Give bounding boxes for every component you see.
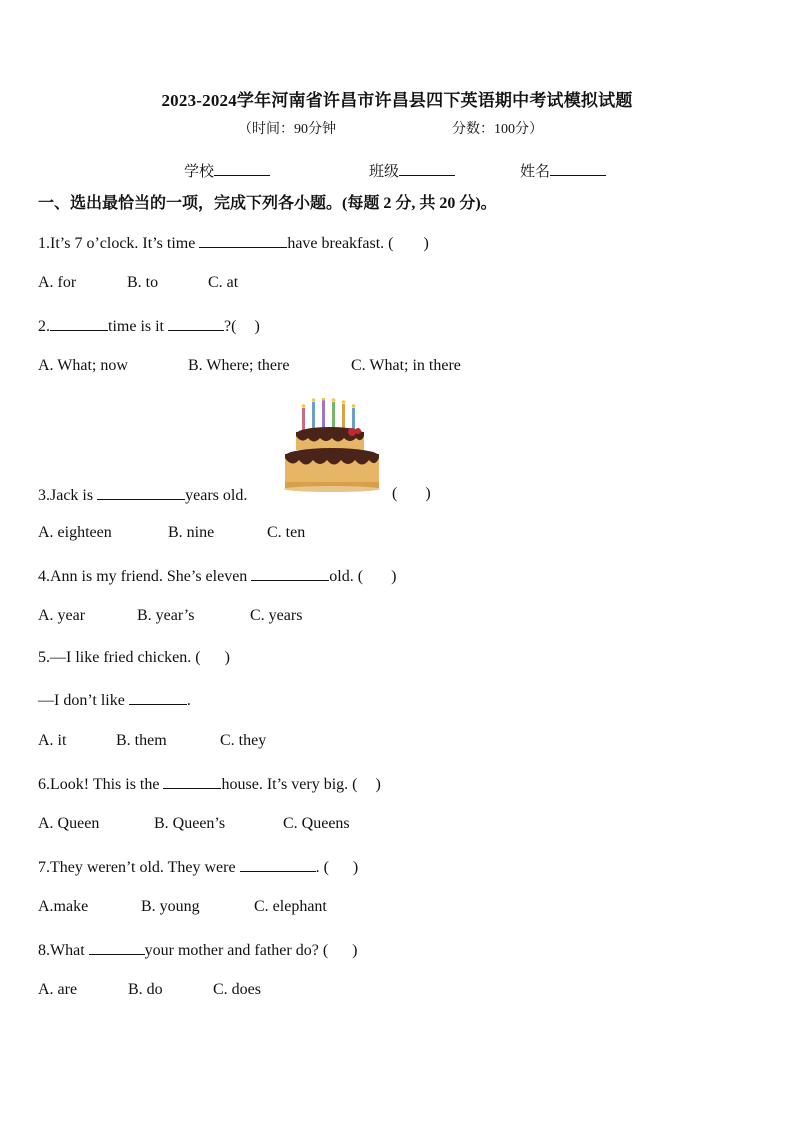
- question-number: 4.: [38, 568, 50, 585]
- section-heading: 一、选出最恰当的一项，完成下列各小题。(每题 2 分, 共 20 分)。: [38, 195, 497, 212]
- q5-option-b[interactable]: B. them: [116, 732, 167, 749]
- answer-blank[interactable]: [89, 940, 145, 955]
- question-number: 7.: [38, 859, 50, 876]
- q4-option-b[interactable]: B. year’s: [137, 607, 195, 624]
- question-text: ?(: [224, 318, 237, 335]
- name-field[interactable]: [520, 160, 606, 181]
- q6-option-a[interactable]: A. Queen: [38, 815, 100, 832]
- question-5: [38, 649, 230, 667]
- q7-option-c[interactable]: C. elephant: [254, 898, 327, 915]
- q8-option-a[interactable]: A. are: [38, 981, 78, 998]
- q6-option-c[interactable]: C. Queens: [283, 815, 350, 832]
- q1-option-b[interactable]: B. to: [127, 274, 159, 291]
- question-text: Jack is: [50, 487, 98, 504]
- question-text: Look! This is the: [50, 776, 164, 793]
- answer-blank[interactable]: [168, 316, 224, 331]
- question-6: [38, 774, 381, 794]
- question-3: [38, 485, 247, 505]
- question-number: 1.: [38, 235, 50, 252]
- question-text: . (: [315, 859, 329, 876]
- question-number: 8.: [38, 942, 50, 959]
- reply-text: —I don’t like: [38, 692, 129, 709]
- name-label: 姓名: [520, 164, 551, 180]
- answer-blank[interactable]: [163, 774, 221, 789]
- q5-option-a[interactable]: A. it: [38, 732, 67, 749]
- question-text: They weren’t old. They were: [50, 859, 240, 876]
- q3-option-b[interactable]: B. nine: [168, 524, 215, 541]
- class-field[interactable]: [369, 160, 455, 181]
- question-text: years old.: [185, 487, 248, 504]
- q3-option-c[interactable]: C. ten: [267, 524, 306, 541]
- question-text: It’s 7 o’clock. It’s time: [50, 235, 200, 252]
- school-label: 学校: [184, 164, 215, 180]
- question-5-reply: [38, 690, 191, 710]
- paren-close: ): [224, 649, 230, 666]
- paren-close: ): [391, 568, 397, 585]
- q8-option-c[interactable]: C. does: [213, 981, 261, 998]
- school-field[interactable]: [184, 160, 270, 181]
- school-blank[interactable]: [214, 161, 270, 176]
- question-text: your mother and father do? (: [144, 942, 329, 959]
- paren-close: ): [352, 942, 358, 959]
- q4-option-a[interactable]: A. year: [38, 607, 86, 624]
- answer-blank[interactable]: [50, 316, 108, 331]
- answer-blank[interactable]: [199, 233, 287, 248]
- q1-option-a[interactable]: A. for: [38, 274, 77, 291]
- paren-close: ): [423, 235, 429, 252]
- question-text: Ann is my friend. She’s eleven: [50, 568, 252, 585]
- q4-option-c[interactable]: C. years: [250, 607, 303, 624]
- question-number: 3.: [38, 487, 50, 504]
- question-1: [38, 233, 429, 253]
- question-text: have breakfast. (: [287, 235, 394, 252]
- class-blank[interactable]: [399, 161, 455, 176]
- q7-option-a[interactable]: A.make: [38, 898, 89, 915]
- paren-close: ): [352, 859, 359, 876]
- question-text: old. (: [329, 568, 364, 585]
- question-text: —I like fried chicken. (: [50, 649, 201, 666]
- question-2: [38, 316, 260, 336]
- page-title: 2023-2024学年河南省许昌市许昌县四下英语期中考试模拟试题: [161, 91, 633, 110]
- q3-option-a[interactable]: A. eighteen: [38, 524, 112, 541]
- answer-blank[interactable]: [251, 566, 329, 581]
- reply-end: .: [186, 692, 191, 709]
- paren-close: ): [375, 776, 381, 793]
- paren-close: ): [254, 318, 260, 335]
- answer-blank[interactable]: [129, 690, 187, 705]
- q6-option-b[interactable]: B. Queen’s: [154, 815, 226, 832]
- q2-option-c[interactable]: C. What; in there: [351, 357, 461, 374]
- answer-blank[interactable]: [240, 857, 316, 872]
- paren-close: ): [425, 485, 431, 502]
- exam-time: （时间：90分钟: [238, 122, 336, 137]
- q3-answer-paren[interactable]: [392, 485, 431, 503]
- q7-option-b[interactable]: B. young: [141, 898, 200, 915]
- q2-option-a[interactable]: A. What; now: [38, 357, 128, 374]
- class-label: 班级: [369, 164, 400, 180]
- question-text: What: [50, 942, 89, 959]
- birthday-cake-icon: [282, 398, 382, 494]
- q8-option-b[interactable]: B. do: [128, 981, 163, 998]
- question-4: [38, 566, 396, 586]
- question-number: 6.: [38, 776, 50, 793]
- answer-blank[interactable]: [97, 485, 185, 500]
- q1-option-c[interactable]: C. at: [208, 274, 239, 291]
- paren-open: (: [392, 485, 398, 502]
- question-text: time is it: [108, 318, 168, 335]
- question-8: [38, 940, 357, 960]
- name-blank[interactable]: [550, 161, 606, 176]
- question-number: 5.: [38, 649, 50, 666]
- question-number: 2.: [38, 318, 50, 335]
- question-7: [38, 857, 358, 877]
- exam-score: 分数：100分）: [452, 122, 543, 137]
- q2-option-b[interactable]: B. Where; there: [188, 357, 290, 374]
- question-text: house. It’s very big. (: [221, 776, 358, 793]
- q5-option-c[interactable]: C. they: [220, 732, 267, 749]
